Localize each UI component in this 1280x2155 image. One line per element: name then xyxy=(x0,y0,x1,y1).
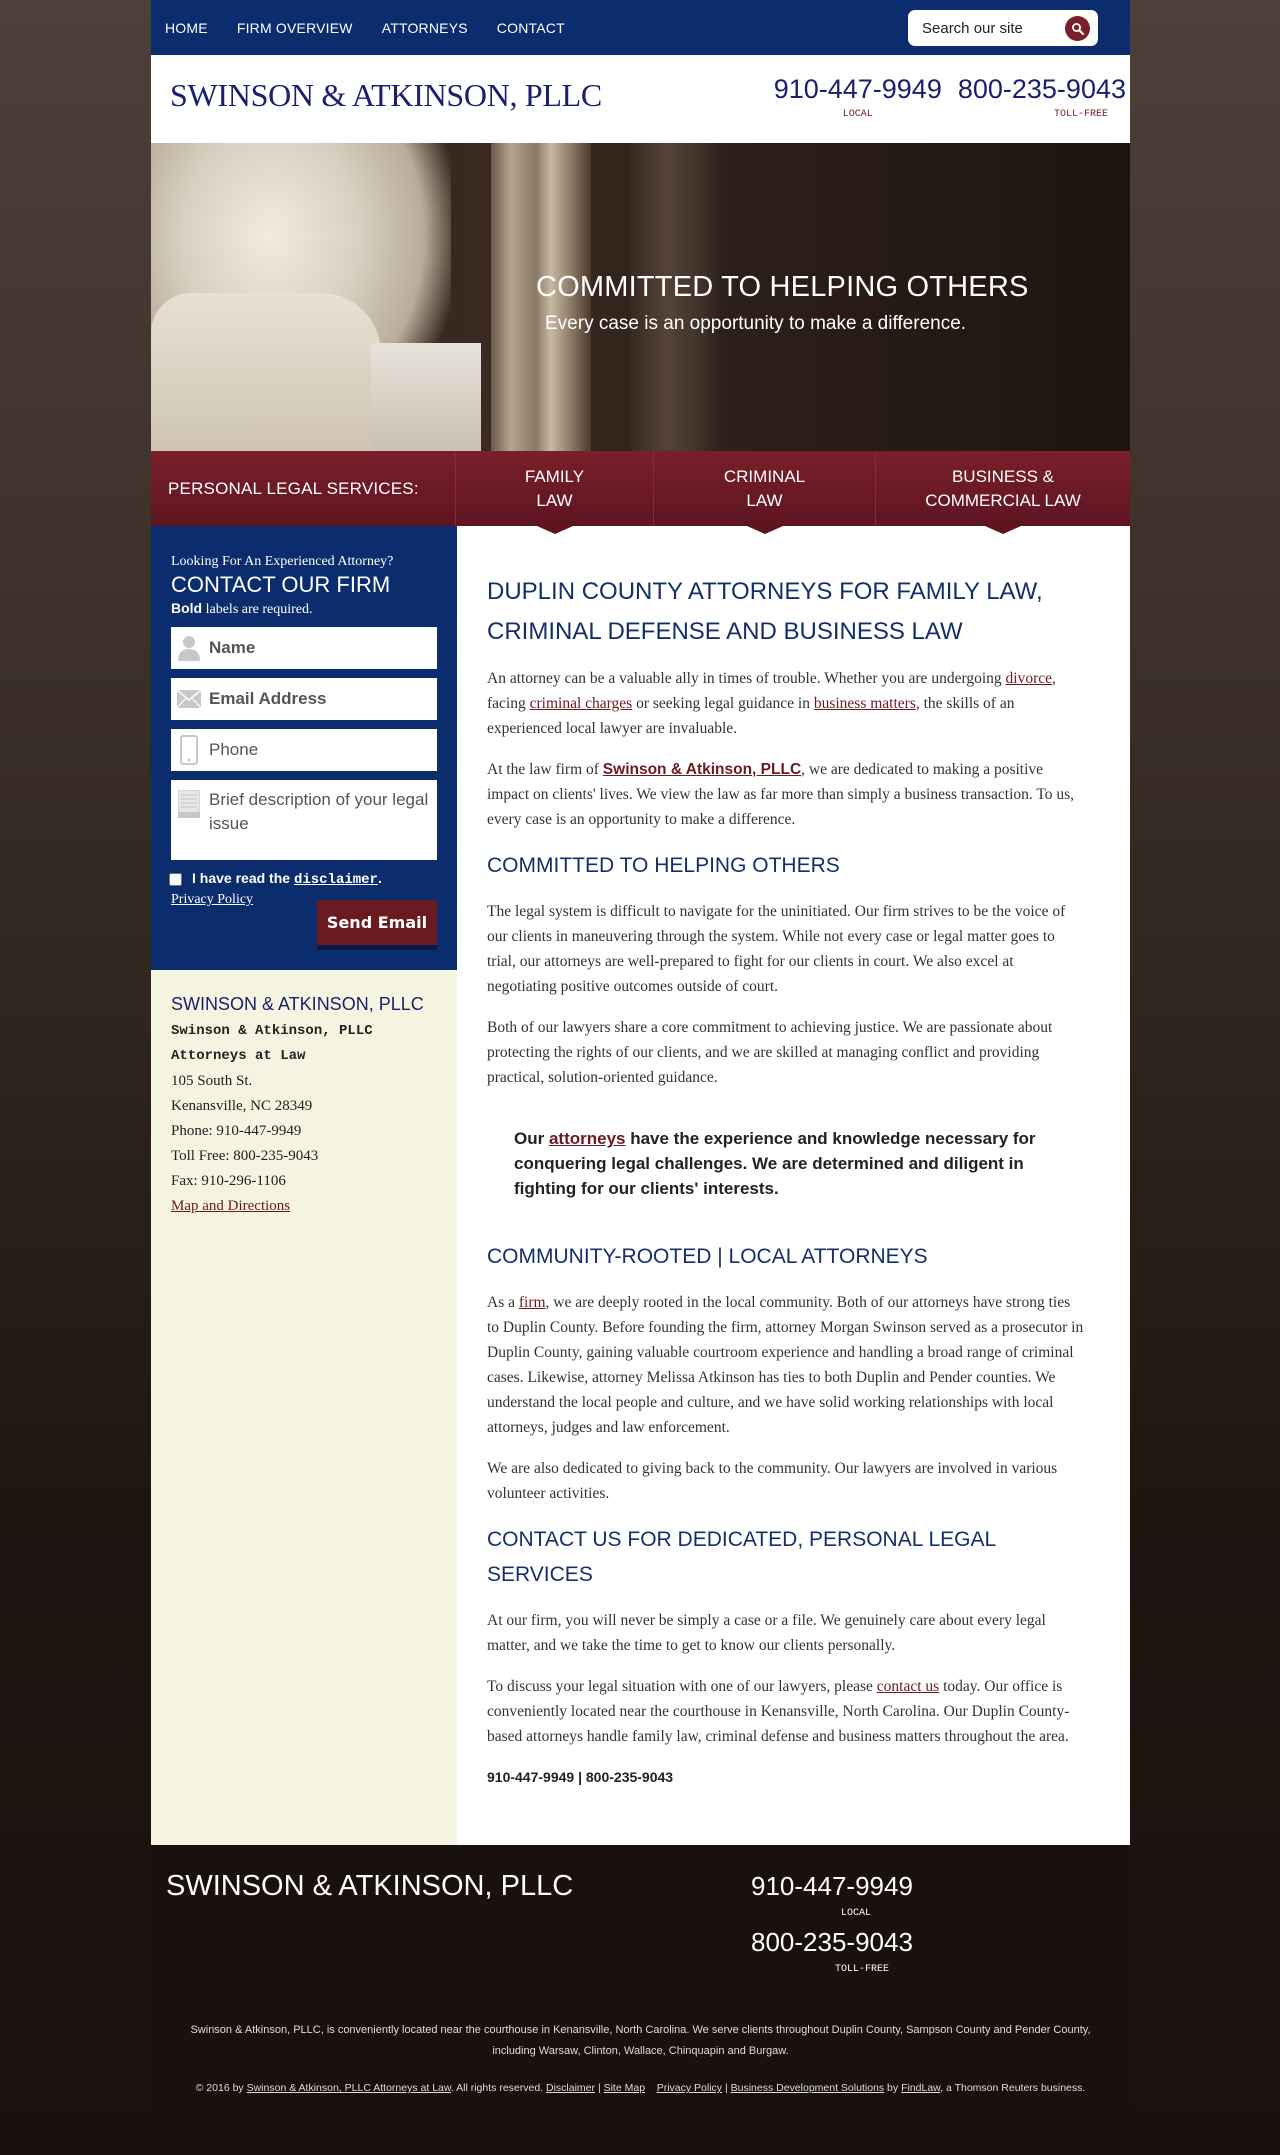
paragraph: At our firm, you will never be simply a case or a file. We genuinely care about every legal matter, and we take the time to get to know our clients personally. xyxy=(487,1612,1046,1654)
page-title: DUPLIN COUNTY ATTORNEYS FOR FAMILY LAW, CRIMINAL DEFENSE AND BUSINESS LAW xyxy=(487,578,1043,645)
local-phone xyxy=(774,75,942,120)
footer-local-label: LOCAL xyxy=(840,1908,871,1919)
paragraph: Both of our lawyers share a core commitment to achieving justice. We are passionate about protecting the rights of our clients, and we are skilled at managing conflict and providing practical, solution-oriented guidance. xyxy=(487,1019,1053,1086)
footer-sitemap-link[interactable]: Site Map xyxy=(603,2082,646,2094)
firm-link[interactable]: firm xyxy=(518,1294,546,1311)
practice-area-label: BUSINESS & COMMERCIAL LAW xyxy=(925,466,1081,510)
hero-title: COMMITTED TO HELPING OTHERS xyxy=(536,271,1029,303)
address-title: SWINSON & ATKINSON, PLLC xyxy=(171,994,424,1014)
practice-areas-label: PERSONAL LEGAL SERVICES: xyxy=(151,451,456,526)
footer-toll-free-label: TOLL-FREE xyxy=(834,1964,889,1975)
business-matters-link[interactable]: business matters xyxy=(813,695,916,712)
nav-home[interactable]: HOME xyxy=(165,19,208,36)
office-address xyxy=(151,970,457,1241)
practice-area-family-law[interactable] xyxy=(456,451,654,526)
main-content xyxy=(457,526,1130,1845)
address-firm-name: Swinson & Atkinson, PLLC xyxy=(171,1023,373,1039)
community-paragraph: As a firm, we are deeply rooted in the local community. Both of our attorneys have strong ties to Duplin County. Before founding the firm, attorney Morgan Swinson served as a prosecutor in Duplin County, gaining valuable courtroom experience and handling a broad range of criminal cases. Likewise, attorney Melissa Atkinson has ties to both Duplin and Pender counties. We understand the local people and culture, and we have solid working relationships with local attorneys, judges and law enforcement. xyxy=(487,1294,1084,1436)
search-button[interactable] xyxy=(1065,16,1090,41)
criminal-charges-link[interactable]: criminal charges xyxy=(529,695,633,712)
practice-areas-bar xyxy=(151,451,1130,526)
hero-banner xyxy=(151,143,1130,451)
section-heading: COMMUNITY-ROOTED | LOCAL ATTORNEYS xyxy=(487,1245,928,1268)
name-field-wrapper xyxy=(171,627,437,669)
phone-numbers-line: 910-447-9949 | 800-235-9043 xyxy=(487,1769,674,1785)
contact-form xyxy=(151,526,457,970)
practice-area-business-law[interactable] xyxy=(876,451,1130,526)
page-wrapper xyxy=(151,0,1130,2119)
document-icon xyxy=(177,790,201,818)
section-heading: CONTACT US FOR DEDICATED, PERSONAL LEGAL SERVICES xyxy=(487,1528,996,1586)
mobile-phone-icon xyxy=(177,735,201,765)
firm-logo[interactable]: SWINSON & ATKINSON, PLLC xyxy=(170,77,602,113)
footer-toll-free-phone[interactable]: 800-235-9043 xyxy=(751,1927,913,1957)
address-tagline: Attorneys at Law xyxy=(171,1048,306,1064)
hero-statue-body xyxy=(151,293,381,451)
footer-findlaw-link[interactable]: FindLaw xyxy=(901,2082,941,2094)
footer-disclaimer-link[interactable]: Disclaimer xyxy=(546,2082,596,2094)
practice-area-criminal-law[interactable] xyxy=(654,451,876,526)
footer-privacy-link[interactable]: Privacy Policy xyxy=(656,2082,723,2094)
search-input[interactable] xyxy=(922,20,1052,37)
contact-paragraph: To discuss your legal situation with one of our lawyers, please contact us today. Our office is conveniently located near the courthouse in Kenansville, North Carolina. Our Duplin County-based attorneys handle family law, criminal defense and business matters throughout the area. xyxy=(487,1678,1070,1745)
attorneys-link[interactable]: attorneys xyxy=(548,1129,626,1148)
local-phone-label: LOCAL xyxy=(842,108,873,120)
address-street: 105 South St. xyxy=(171,1073,253,1089)
address-toll-free: Toll Free: 800-235-9043 xyxy=(171,1148,319,1164)
send-email-button[interactable]: Send Email xyxy=(317,900,437,945)
address-city: Kenansville, NC 28349 xyxy=(171,1098,313,1114)
message-field-wrapper xyxy=(171,780,437,860)
paragraph: We are also dedicated to giving back to the community. Our lawyers are involved in various volunteer activities. xyxy=(487,1460,1058,1502)
divorce-link[interactable]: divorce xyxy=(1005,670,1052,687)
sidebar xyxy=(151,526,457,1845)
footer-firm-name: SWINSON & ATKINSON, PLLC xyxy=(166,1870,574,1902)
person-icon xyxy=(177,635,201,661)
disclaimer-link[interactable]: disclaimer xyxy=(293,872,378,888)
footer-description: Swinson & Atkinson, PLLC, is conveniently located near the courthouse in Kenansville, North Carolina. We serve clients throughout Duplin County, Sampson County and Pender County, including Warsaw, Clinton, Wallace, Chinquapin and Burgaw. xyxy=(190,2024,1091,2057)
practice-area-label: FAMILY LAW xyxy=(524,466,585,510)
header-phones xyxy=(774,75,1126,120)
site-footer xyxy=(151,1845,1130,2119)
address-phone: Phone: 910-447-9949 xyxy=(171,1123,302,1139)
content-row xyxy=(151,526,1130,1845)
email-field-wrapper xyxy=(171,678,437,720)
hero-subtitle: Every case is an opportunity to make a difference. xyxy=(545,313,967,334)
required-note: Bold labels are required. xyxy=(171,600,313,617)
phone-field-wrapper xyxy=(171,729,437,771)
firm-paragraph: At the law firm of Swinson & Atkinson, PLLC, we are dedicated to making a positive impact on clients' lives. We view the law as far more than simply a business transaction. To us, every case is an opportunity to make a difference. xyxy=(487,761,1075,828)
message-textarea[interactable] xyxy=(209,788,429,848)
contact-us-link[interactable]: contact us xyxy=(876,1678,940,1695)
footer-phones xyxy=(751,1871,913,1983)
email-input[interactable] xyxy=(209,689,429,709)
privacy-policy-link[interactable]: Privacy Policy xyxy=(171,892,254,907)
phone-input[interactable] xyxy=(209,740,429,760)
magnifier-icon xyxy=(1071,22,1085,36)
toll-free-phone-label: TOLL-FREE xyxy=(1053,108,1108,120)
footer-firm-link[interactable]: Swinson & Atkinson, PLLC Attorneys at Law xyxy=(246,2082,451,2094)
contact-kicker: Looking For An Experienced Attorney? xyxy=(171,554,394,569)
nav-attorneys[interactable]: ATTORNEYS xyxy=(381,19,468,36)
top-navigation xyxy=(151,0,1130,55)
intro-paragraph: An attorney can be a valuable ally in times of trouble. Whether you are undergoing divorce, facing criminal charges or seeking legal guidance in business matters, the skills of an experienced local lawyer are invaluable. xyxy=(487,670,1056,737)
toll-free-phone-number[interactable]: 800-235-9043 xyxy=(957,74,1126,104)
section-heading: COMMITTED TO HELPING OTHERS xyxy=(487,854,840,877)
toll-free-phone xyxy=(958,75,1126,120)
disclaimer-checkbox-label: I have read the disclaimer. xyxy=(192,870,382,888)
address-fax: Fax: 910-296-1106 xyxy=(171,1173,286,1189)
footer-copyright: © 2016 by Swinson & Atkinson, PLLC Attorneys at Law. All rights reserved. Disclaimer | Site Map Privacy Policy | Business Development Solutions by FindLaw, a Thomson Reuters business. xyxy=(195,2082,1086,2094)
highlight-quote: Our attorneys have the experience and knowledge necessary for conquering legal challenges. We are determined and diligent in fighting for our clients' interests. xyxy=(514,1129,1036,1198)
nav-contact[interactable]: CONTACT xyxy=(496,19,565,36)
contact-title: CONTACT OUR FIRM xyxy=(171,572,391,597)
practice-area-label: CRIMINAL LAW xyxy=(723,466,806,510)
disclaimer-checkbox[interactable] xyxy=(169,873,182,886)
envelope-icon xyxy=(177,690,201,708)
paragraph: The legal system is difficult to navigate for the uninitiated. Our firm strives to be the voice of our clients in maneuvering through the system. While not every case or legal matter goes to trial, our attorneys are well-prepared to fight for our clients in court. We also excel at negotiating positive outcomes outside of court. xyxy=(487,903,1066,995)
nav-firm-overview[interactable]: FIRM OVERVIEW xyxy=(236,19,353,36)
site-header xyxy=(151,55,1130,143)
search-box xyxy=(908,10,1098,46)
disclaimer-checkbox-row xyxy=(171,870,437,888)
footer-bds-link[interactable]: Business Development Solutions xyxy=(730,2082,885,2094)
name-input[interactable] xyxy=(209,638,429,658)
map-directions-link[interactable]: Map and Directions xyxy=(171,1198,291,1214)
local-phone-number[interactable]: 910-447-9949 xyxy=(773,74,942,104)
footer-local-phone[interactable]: 910-447-9949 xyxy=(751,1871,913,1901)
firm-name-link[interactable]: Swinson & Atkinson, PLLC xyxy=(602,761,802,778)
footer-top xyxy=(166,1865,1115,2020)
hero-pedestal xyxy=(371,343,481,451)
